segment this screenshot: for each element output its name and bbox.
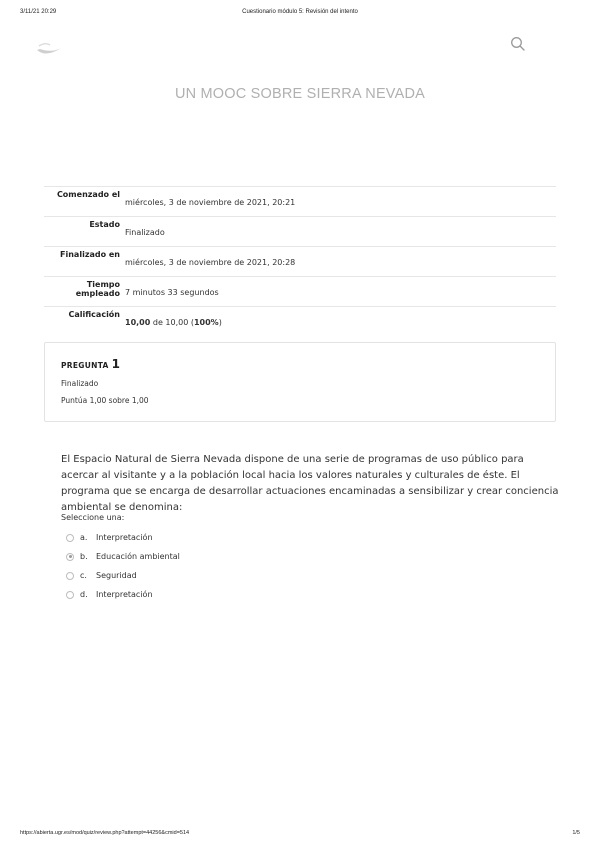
summary-value: Finalizado — [125, 228, 165, 237]
grade-score: 10,00 — [125, 318, 151, 327]
radio-button[interactable] — [66, 534, 74, 542]
option-letter: a. — [80, 533, 88, 542]
option-letter: d. — [80, 590, 88, 599]
question-state: Finalizado — [61, 379, 99, 388]
grade-of: de 10,00 ( — [152, 318, 194, 327]
option-letter: c. — [80, 571, 87, 580]
option-label: Interpretación — [96, 533, 153, 542]
print-title: Cuestionario módulo 5: Revisión del intento — [242, 9, 358, 15]
summary-value: miércoles, 3 de noviembre de 2021, 20:28 — [125, 258, 296, 267]
radio-button[interactable] — [66, 572, 74, 580]
radio-button-selected[interactable] — [66, 553, 74, 561]
summary-row-state — [44, 216, 556, 246]
summary-label: Calificación — [68, 310, 120, 319]
grade-percent: 100% — [193, 318, 219, 327]
summary-row-started — [44, 186, 556, 216]
print-url: https://abierta.ugr.es/mod/quiz/review.php?attempt=44256&cmid=514 — [20, 830, 190, 836]
radio-button[interactable] — [66, 591, 74, 599]
grade-value — [120, 307, 222, 336]
print-header — [20, 9, 580, 21]
summary-value: 7 minutos 33 segundos — [125, 288, 219, 297]
summary-label: Comenzado el — [56, 190, 120, 199]
question-heading-label: PREGUNTA — [61, 361, 109, 370]
option-label: Educación ambiental — [96, 552, 180, 561]
attempt-summary — [44, 186, 556, 336]
answer-options — [66, 528, 180, 604]
summary-value: miércoles, 3 de noviembre de 2021, 20:21 — [125, 198, 296, 207]
answer-option-c[interactable] — [66, 566, 180, 585]
summary-row-grade — [44, 306, 556, 336]
question-text: El Espacio Natural de Sierra Nevada dispone de una serie de programas de uso público para acercar al visitante y a la población local hacia los valores naturales y culturales de éste. El programa que se encarga de desarrollar actuaciones encaminadas a sensibilizar y crear conciencia ambiental se denomina: — [61, 454, 559, 513]
print-date: 3/11/21 20:29 — [20, 9, 57, 15]
answer-option-d[interactable] — [66, 585, 180, 604]
question-mark: Puntúa 1,00 sobre 1,00 — [61, 396, 149, 405]
course-title: UN MOOC SOBRE SIERRA NEVADA — [174, 86, 426, 102]
print-page-number: 1/5 — [572, 830, 580, 836]
question-info-box — [44, 342, 556, 422]
summary-row-finished — [44, 246, 556, 276]
answer-option-b[interactable] — [66, 547, 180, 566]
question-heading — [61, 357, 120, 371]
summary-label: Estado — [89, 220, 120, 229]
question-number: 1 — [111, 357, 121, 371]
answer-prompt: Seleccione una: — [61, 513, 125, 522]
grade-close: ) — [218, 318, 222, 327]
summary-label: Tiempo empleado — [75, 280, 120, 298]
search-icon[interactable] — [510, 36, 526, 52]
summary-label: Finalizado en — [60, 250, 120, 259]
option-label: Seguridad — [96, 571, 137, 580]
option-label: Interpretación — [96, 590, 153, 599]
summary-row-time — [44, 276, 556, 306]
logo-icon[interactable] — [34, 38, 64, 58]
answer-option-a[interactable] — [66, 528, 180, 547]
option-letter: b. — [80, 552, 88, 561]
